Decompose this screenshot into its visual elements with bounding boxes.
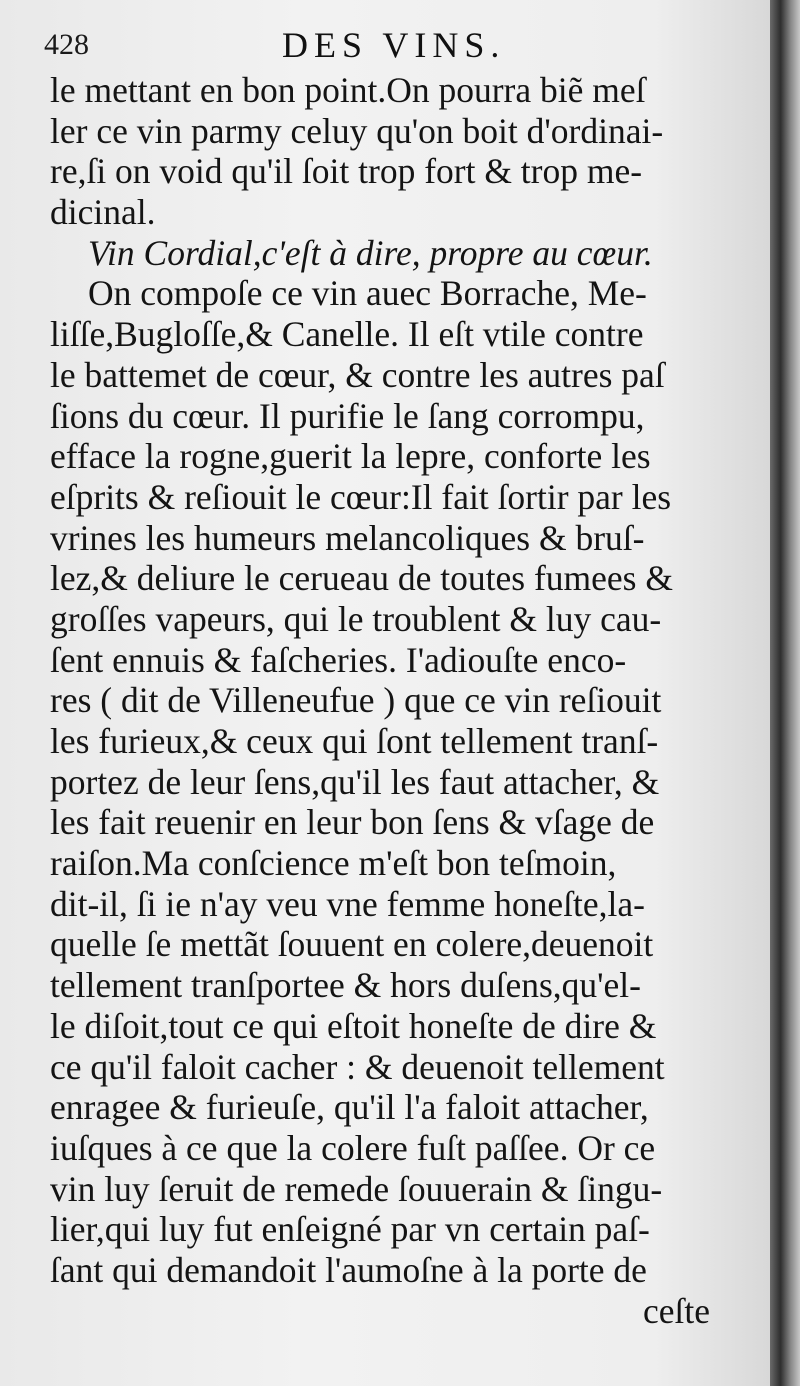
text-line: re,ſi on void qu'il ſoit trop fort & trop me- (50, 151, 643, 192)
text-line: le diſoit,tout ce qui eſtoit honeſte de dire & (50, 1005, 657, 1046)
text-line: le battemet de cœur, & contre les autres paſ (50, 354, 665, 395)
text-line: On compoſe ce vin auec Borrache, Me- (88, 273, 647, 314)
section-heading: Vin Cordial,c'eſt à dire, propre au cœur. (88, 232, 653, 273)
text-line: ler ce vin parmy celuy qu'on boit d'ordinai- (50, 110, 664, 151)
text-line: vin luy ſeruit de remede ſouuerain & ſingu- (50, 1168, 663, 1209)
text-line: lez,& deliure le cerueau de toutes fumees & (50, 558, 673, 599)
text-line: ſant qui demandoit l'aumoſne à la porte de (50, 1249, 647, 1290)
text-line: tellement tranſportee & hors duſens,qu'el- (50, 965, 641, 1006)
text-line: raiſon.Ma conſcience m'eſt bon teſmoin, (50, 843, 617, 884)
text-line: dicinal. (50, 192, 156, 233)
text-line: enragee & furieuſe, qu'il l'a faloit attacher, (50, 1087, 649, 1128)
text-line: efface la rogne,guerit la lepre, conforte les (50, 436, 651, 477)
text-line: lier,qui luy fut enſeigné par vn certain paſ- (50, 1209, 650, 1250)
text-line: portez de leur ſens,qu'il les faut attacher, & (50, 761, 660, 802)
text-line: iuſques à ce que la colere fuſt paſſee. Or ce (50, 1127, 656, 1168)
text-line: ſions du cœur. Il purifie le ſang corrompu, (50, 395, 645, 436)
text-line: res ( dit de Villeneufue ) que ce vin reſiouit (50, 680, 662, 721)
text-line: quelle ſe mettãt ſouuent en colere,deuenoit (50, 924, 654, 965)
text-line: ſent ennuis & faſcheries. I'adiouſte enco- (50, 639, 627, 680)
book-gutter (770, 0, 800, 1386)
text-line: le mettant en bon point.On pourra biẽ meſ (50, 70, 646, 110)
text-line: vrines les humeurs melancoliques & bruſ- (50, 517, 645, 558)
text-line: groſſes vapeurs, qui le troublent & luy cau- (50, 598, 662, 639)
text-line: eſprits & reſiouit le cœur:Il fait ſortir par les (50, 476, 672, 517)
catchword: ceſte (643, 1290, 710, 1331)
text-line: les furieux,& ceux qui ſont tellement tranſ- (50, 721, 659, 761)
running-head (44, 22, 744, 65)
text-line: liſſe,Bugloſſe,& Canelle. Il eſt vtile contre (50, 314, 644, 355)
page-number: 428 (44, 28, 89, 61)
text-line: dit-il, ſi ie n'ay veu vne femme honeſte,la- (50, 883, 645, 924)
running-title: DES VINS. (282, 25, 506, 65)
text-line: ce qu'il faloit cacher : & deuenoit tellement (50, 1046, 665, 1087)
text-block (50, 70, 710, 1331)
text-line: les fait reuenir en leur bon ſens & vſage de (50, 802, 655, 843)
